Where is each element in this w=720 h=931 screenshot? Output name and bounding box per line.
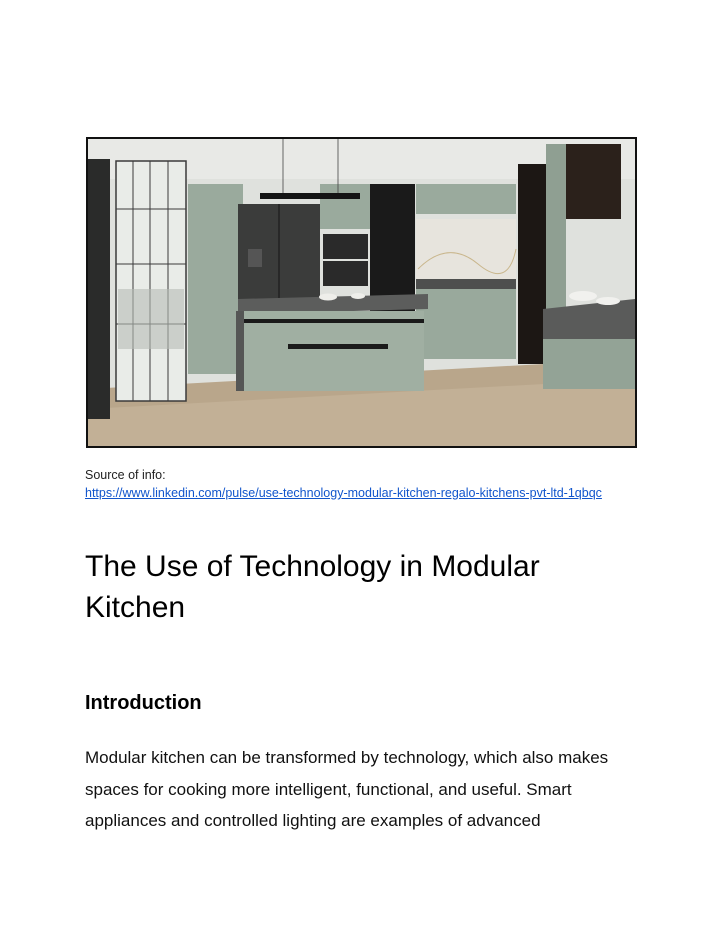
source-label: Source of info: [85,468,166,482]
hero-image [86,137,637,448]
kitchen-illustration [88,139,635,446]
section-heading-introduction: Introduction [85,692,202,714]
source-link[interactable]: https://www.linkedin.com/pulse/use-technology-modular-kitchen-regalo-kitchens-pvt-ltd-1qbqc [85,486,602,500]
page-title: The Use of Technology in Modular Kitchen [85,550,540,624]
intro-paragraph: Modular kitchen can be transformed by technology, which also makes spaces for cooking more intelligent, functional, and useful. Smart appliances and controlled lighting are examples of advanced [85,748,609,830]
